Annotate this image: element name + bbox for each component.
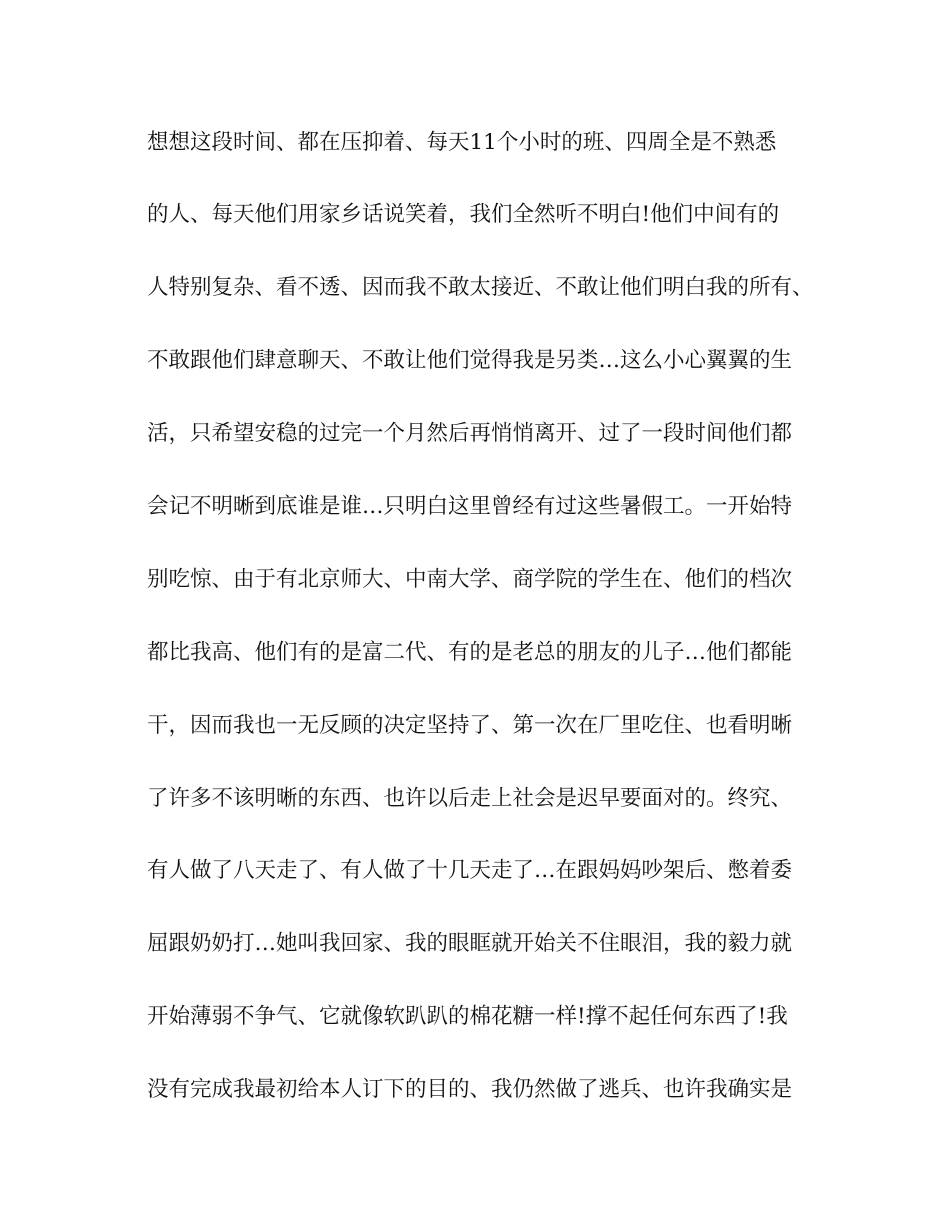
paragraph-line: 活，只希望安稳的过完一个月然后再悄悄离开、过了一段时间他们都 bbox=[147, 421, 793, 446]
paragraph-line: 别吃惊、由于有北京师大、中南大学、商学院的学生在、他们的档次 bbox=[147, 567, 793, 592]
paragraph-line: 干，因而我也一无反顾的决定坚持了、第一次在厂里吃住、也看明晰 bbox=[147, 713, 793, 738]
paragraph-line: 都比我高、他们有的是富二代、有的是老总的朋友的儿子…他们都能 bbox=[147, 640, 793, 665]
paragraph-line: 开始薄弱不争气、它就像软趴趴的棉花糖一样!撑不起任何东西了!我 bbox=[147, 1004, 788, 1029]
paragraph-line: 有人做了八天走了、有人做了十几天走了…在跟妈妈吵架后、憋着委 bbox=[147, 858, 793, 883]
paragraph-line: 的人、每天他们用家乡话说笑着，我们全然听不明白!他们中间有的 bbox=[147, 202, 780, 227]
paragraph-line: 不敢跟他们肆意聊天、不敢让他们觉得我是另类…这么小心翼翼的生 bbox=[147, 348, 793, 373]
paragraph-line: 了许多不该明晰的东西、也许以后走上社会是迟早要面对的。终究、 bbox=[147, 786, 793, 811]
paragraph-line: 想想这段时间、都在压抑着、每天11个小时的班、四周全是不熟悉 bbox=[147, 130, 777, 155]
paragraph-line: 屈跟奶奶打…她叫我回家、我的眼眶就开始关不住眼泪，我的毅力就 bbox=[147, 931, 793, 956]
paragraph-line: 会记不明晰到底谁是谁…只明白这里曾经有过这些暑假工。一开始特 bbox=[147, 494, 793, 519]
paragraph-line: 没有完成我最初给本人订下的目的、我仍然做了逃兵、也许我确实是 bbox=[147, 1077, 793, 1102]
paragraph-line: 人特别复杂、看不透、因而我不敢太接近、不敢让他们明白我的所有、 bbox=[147, 275, 814, 300]
